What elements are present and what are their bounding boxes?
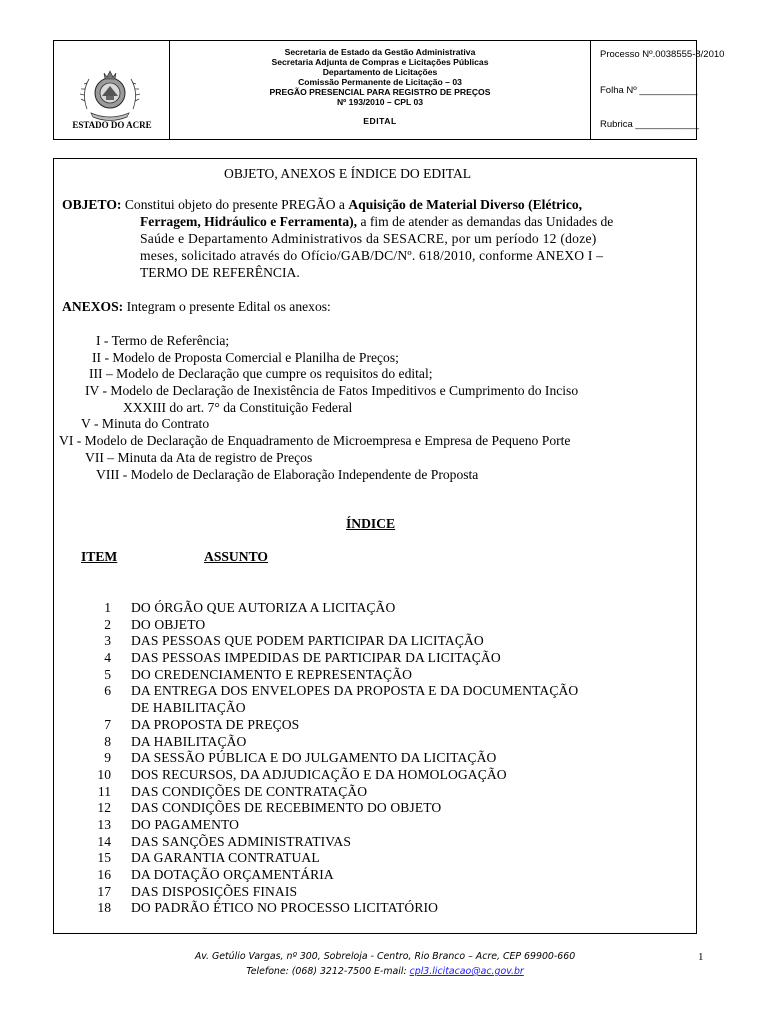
row-number: 10 (97, 766, 111, 782)
list-item: V - Minuta do Contrato (81, 416, 210, 432)
row-subject-continued: DE HABILITAÇÃO (131, 700, 246, 716)
header-process-block (591, 41, 725, 139)
page-number: 1 (698, 951, 704, 963)
list-item: VI - Modelo de Declaração de Enquadramento de Microempresa e Empresa de Pequeno Porte (59, 433, 571, 449)
row-number: 15 (97, 850, 111, 866)
row-number: 11 (97, 783, 111, 799)
footer-address: Av. Getúlio Vargas, nº 300, Sobreloja - Centro, Rio Branco – Acre, CEP 69900-660 (194, 951, 576, 962)
objeto-line-2-text: a fim de atender as demandas das Unidades de (357, 214, 614, 229)
row-subject: DA SESSÃO PÚBLICA E DO JULGAMENTO DA LICITAÇÃO (131, 750, 497, 766)
row-subject: DO PADRÃO ÉTICO NO PROCESSO LICITATÓRIO (131, 900, 439, 916)
row-subject: DAS DISPOSIÇÕES FINAIS (131, 883, 298, 899)
table-row (54, 784, 694, 801)
row-number: 12 (97, 800, 111, 816)
header-line: PREGÃO PRESENCIAL PARA REGISTRO DE PREÇOS (269, 87, 491, 98)
row-subject: DAS CONDIÇÕES DE RECEBIMENTO DO OBJETO (131, 800, 442, 816)
process-number: Processo Nº.0038555-8/2010 (600, 49, 725, 60)
header-line: Secretaria Adjunta de Compras e Licitações Públicas (271, 57, 489, 68)
row-number: 7 (104, 716, 111, 732)
table-row (54, 884, 694, 901)
footer-contact (0, 966, 770, 977)
row-subject: DAS CONDIÇÕES DE CONTRATAÇÃO (131, 783, 368, 799)
list-item: IV - Modelo de Declaração de Inexistência de Fatos Impeditivos e Cumprimento do Inciso (85, 383, 579, 399)
objeto-bold: Aquisição de Material Diverso (Elétrico, (348, 197, 583, 212)
row-subject: DO OBJETO (131, 616, 206, 632)
row-number: 4 (104, 650, 111, 666)
table-row (54, 800, 694, 817)
table-row (54, 600, 694, 617)
row-subject: DO PAGAMENTO (131, 816, 240, 832)
row-subject: DO ÓRGÃO QUE AUTORIZA A LICITAÇÃO (131, 600, 396, 615)
row-number: 2 (104, 616, 111, 632)
document-header (53, 40, 725, 140)
table-row (54, 867, 694, 884)
state-coat-of-arms-icon (79, 65, 141, 125)
list-item: XXXIII do art. 7° da Constituição Federal (123, 399, 353, 415)
anexos-intro: Integram o presente Edital os anexos: (123, 299, 331, 314)
row-number: 8 (104, 733, 111, 749)
indice-col-assunto: ASSUNTO (204, 549, 268, 564)
header-logo-cell (54, 41, 170, 139)
folha-field: Folha Nº ___________ (600, 85, 698, 96)
footer-phone: Telefone: (068) 3212-7500 E-mail: (246, 966, 410, 977)
indice-table (54, 600, 694, 917)
header-line: Nº 193/2010 – CPL 03 (336, 97, 424, 108)
row-subject: DO CREDENCIAMENTO E REPRESENTAÇÃO (131, 666, 413, 682)
row-subject: DOS RECURSOS, DA ADJUDICAÇÃO E DA HOMOLOGAÇÃO (131, 766, 507, 782)
row-number: 17 (97, 883, 111, 899)
row-number: 6 (104, 683, 111, 699)
row-number: 16 (97, 867, 111, 883)
header-line: Departamento de Licitações (322, 67, 438, 78)
section-title: OBJETO, ANEXOS E ÍNDICE DO EDITAL (224, 166, 472, 181)
objeto-line-4: meses, solicitado através do Ofício/GAB/DC/Nº. 618/2010, conforme ANEXO I – (140, 248, 604, 263)
row-subject: DA DOTAÇÃO ORÇAMENTÁRIA (131, 867, 334, 883)
edital-body (53, 158, 697, 934)
table-row (54, 734, 694, 751)
list-item: I - Termo de Referência; (96, 333, 230, 348)
row-subject: DA PROPOSTA DE PREÇOS (131, 716, 300, 732)
row-number: 13 (97, 816, 111, 832)
row-subject: DA ENTREGA DOS ENVELOPES DA PROPOSTA E DA DOCUMENTAÇÃO (131, 683, 579, 699)
table-row (54, 667, 694, 684)
table-row (54, 834, 694, 851)
table-row (54, 650, 694, 667)
objeto-bold-2: Ferragem, Hidráulico e Ferramenta), (140, 214, 358, 229)
table-row (54, 750, 694, 767)
row-subject: DAS SANÇÕES ADMINISTRATIVAS (131, 833, 351, 849)
table-row (54, 900, 694, 917)
header-agency-block (170, 41, 591, 139)
table-row (54, 717, 694, 734)
row-number: 14 (97, 833, 111, 849)
objeto-line-5: TERMO DE REFERÊNCIA. (140, 265, 300, 280)
objeto-label: OBJETO: (62, 197, 122, 212)
row-number: 5 (104, 666, 111, 682)
list-item: II - Modelo de Proposta Comercial e Planilha de Preços; (92, 349, 399, 365)
email-link[interactable]: cpl3.licitacao@ac.gov.br (409, 966, 524, 977)
anexos-list (54, 333, 694, 483)
rubrica-field: Rubrica ____________ (600, 119, 699, 130)
table-row (54, 817, 694, 834)
table-row (54, 683, 694, 716)
objeto-line-3: Saúde e Departamento Administrativos da SESACRE, por um período 12 (doze) (140, 231, 597, 246)
list-item: VII – Minuta da Ata de registro de Preços (85, 449, 313, 465)
row-number: 1 (104, 600, 111, 615)
list-item: III – Modelo de Declaração que cumpre os requisitos do edital; (89, 366, 433, 382)
table-row (54, 850, 694, 867)
header-line: Comissão Permanente de Licitação – 03 (298, 77, 462, 88)
anexos-paragraph (62, 299, 331, 315)
objeto-paragraph (62, 197, 582, 213)
row-subject: DAS PESSOAS QUE PODEM PARTICIPAR DA LICITAÇÃO (131, 633, 484, 649)
table-row (54, 617, 694, 634)
objeto-intro: Constitui objeto do presente PREGÃO a (121, 197, 349, 212)
row-number: 3 (104, 633, 111, 649)
indice-col-item: ITEM (81, 549, 118, 564)
list-item: VIII - Modelo de Declaração de Elaboração Independente de Proposta (96, 466, 479, 482)
row-subject: DA HABILITAÇÃO (131, 733, 247, 749)
objeto-line-2 (140, 214, 613, 230)
anexos-label: ANEXOS: (62, 299, 124, 314)
row-subject: DA GARANTIA CONTRATUAL (131, 850, 320, 866)
header-line: Secretaria de Estado da Gestão Administrativa (284, 47, 476, 57)
row-subject: DAS PESSOAS IMPEDIDAS DE PARTICIPAR DA LICITAÇÃO (131, 650, 501, 666)
document-type: EDITAL (363, 115, 397, 126)
row-number: 9 (104, 750, 111, 766)
indice-title: ÍNDICE (346, 516, 396, 531)
state-label: ESTADO DO ACRE (72, 120, 152, 130)
table-row (54, 633, 694, 650)
row-number: 18 (97, 900, 111, 916)
table-row (54, 767, 694, 784)
